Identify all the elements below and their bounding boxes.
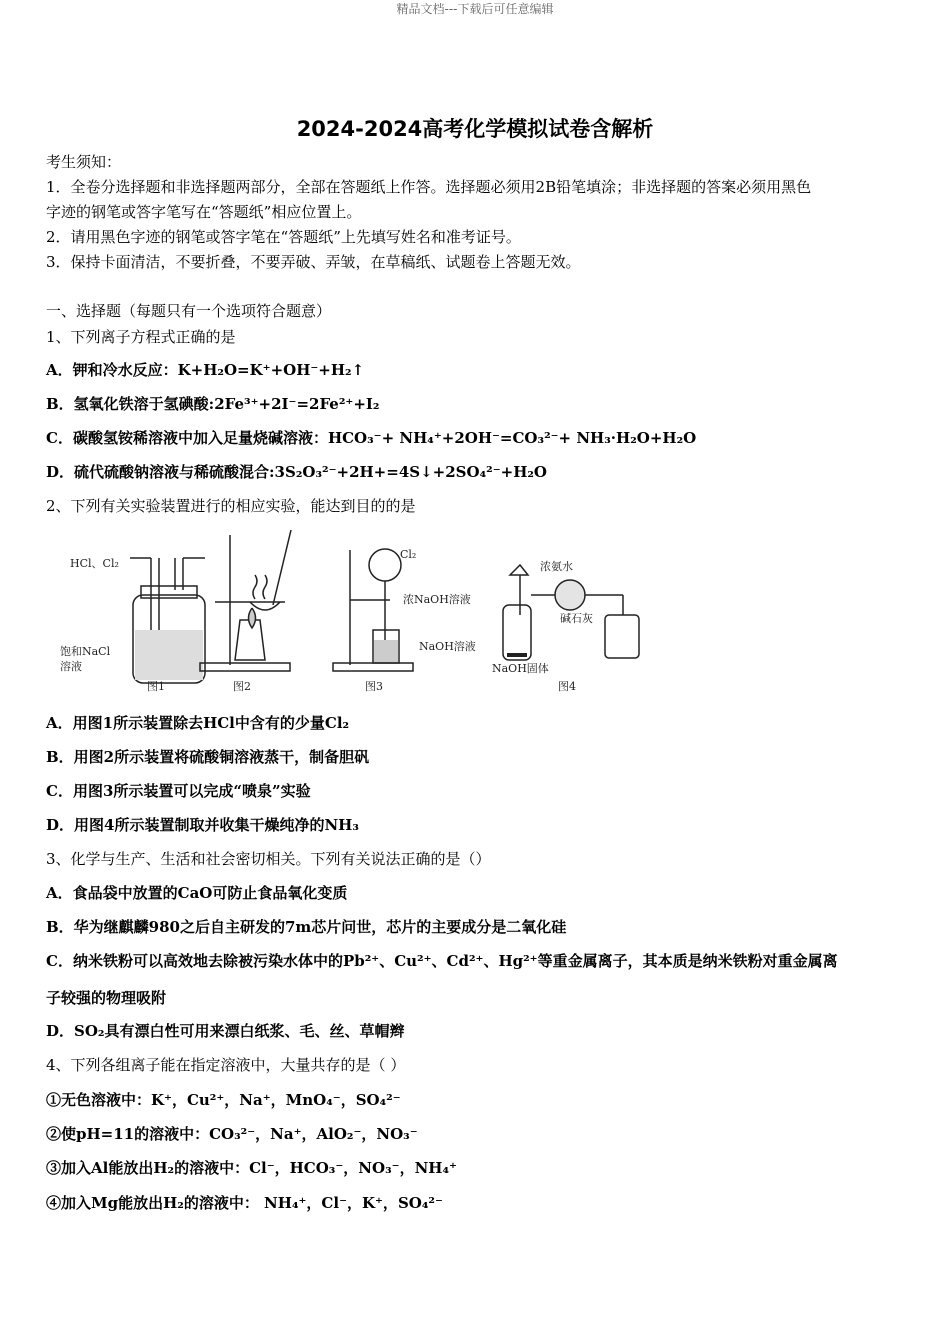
- q1-option-a: A．钾和冷水反应：K+H₂O=K⁺+OH⁻+H₂↑: [46, 361, 365, 379]
- q4-item-1: ①无色溶液中：K⁺，Cu²⁺，Na⁺，MnO₄⁻，SO₄²⁻: [46, 1091, 401, 1109]
- notice-heading: 考生须知：: [46, 153, 122, 171]
- q3-stem: 3、化学与生产、生活和社会密切相关。下列有关说法正确的是（）: [46, 850, 491, 868]
- figure-3-label-concentrated-naoh: 浓NaOH溶液: [403, 593, 471, 606]
- section-heading: 一、选择题（每题只有一个选项符合题意）: [46, 302, 332, 320]
- figure-4-label-naoh-solid: NaOH固体: [492, 662, 549, 675]
- figure-1-caption: 图1: [147, 680, 165, 693]
- q2-option-c: C．用图3所示装置可以完成“喷泉”实验: [46, 782, 311, 800]
- q1-option-c: C．碳酸氢铵稀溶液中加入足量烧碱溶液：HCO₃⁻+ NH₄⁺+2OH⁻=CO₃²⁻+ NH₃·H₂O+H₂O: [46, 429, 697, 447]
- figure-3-fountain-setup: [333, 549, 413, 671]
- figure-3-gas-label: Cl₂: [400, 548, 417, 561]
- q2-stem: 2、下列有关实验装置进行的相应实验，能达到目的的是: [46, 497, 416, 515]
- notice-item-1b: 字迹的钢笔或答字笔写在“答题纸”相应位置上。: [46, 203, 362, 221]
- q4-item-3: ③加入Al能放出H₂的溶液中：Cl⁻，HCO₃⁻，NO₃⁻，NH₄⁺: [46, 1159, 457, 1177]
- q3-option-c-line2: 子较强的物理吸附: [46, 989, 167, 1007]
- figure-2-caption: 图2: [233, 680, 251, 693]
- q4-item-2: ②使pH=11的溶液中：CO₃²⁻，Na⁺，AlO₂⁻，NO₃⁻: [46, 1125, 418, 1143]
- q2-option-a: A．用图1所示装置除去HCl中含有的少量Cl₂: [46, 714, 350, 732]
- q1-option-b: B．氢氧化铁溶于氢碘酸:2Fe³⁺+2I⁻=2Fe²⁺+I₂: [46, 395, 380, 413]
- q4-stem: 4、下列各组离子能在指定溶液中，大量共存的是（ ）: [46, 1056, 406, 1074]
- figure-1-wash-bottle: [130, 558, 205, 683]
- figure-1-liquid-label: 饱和NaCl: [60, 645, 111, 658]
- q1-option-d: D．硫代硫酸钠溶液与稀硫酸混合:3S₂O₃²⁻+2H+=4S↓+2SO₄²⁻+H₂O: [46, 463, 548, 481]
- figure-4-label-soda-lime: 碱石灰: [560, 612, 593, 625]
- apparatus-figure: [55, 530, 665, 700]
- q3-option-c-line1: C．纳米铁粉可以高效地去除被污染水体中的Pb²⁺、Cu²⁺、Cd²⁺、Hg²⁺等重金属离子，其本质是纳米铁粉对重金属离: [46, 952, 838, 970]
- notice-item-2: 2．请用黑色字迹的钢笔或答字笔在“答题纸”上先填写姓名和准考证号。: [46, 228, 521, 246]
- figure-4-label-ammonia-water: 浓氨水: [540, 560, 573, 573]
- page-title: 2024-2024高考化学模拟试卷含解析: [296, 117, 654, 141]
- figure-3-caption: 图3: [365, 680, 383, 693]
- q3-option-d: D．SO₂具有漂白性可用来漂白纸浆、毛、丝、草帽辫: [46, 1022, 405, 1040]
- figure-3-label-naoh: NaOH溶液: [419, 640, 476, 653]
- q3-option-b: B．华为继麒麟980之后自主研发的7m芯片问世，芯片的主要成分是二氧化硅: [46, 918, 567, 936]
- q2-option-d: D．用图4所示装置制取并收集干燥纯净的NH₃: [46, 816, 359, 834]
- notice-item-3: 3．保持卡面清洁，不要折叠，不要弄破、弄皱，在草稿纸、试题卷上答题无效。: [46, 253, 581, 271]
- figure-2-evaporation-stand: [200, 530, 291, 671]
- q1-stem: 1、下列离子方程式正确的是: [46, 328, 236, 346]
- q4-item-4: ④加入Mg能放出H₂的溶液中： NH₄⁺，Cl⁻，K⁺，SO₄²⁻: [46, 1194, 443, 1212]
- figure-1-gas-label: HCl、Cl₂: [70, 557, 119, 570]
- page-header: 精品文档---下载后可任意编辑: [396, 2, 554, 16]
- q2-option-b: B．用图2所示装置将硫酸铜溶液蒸干，制备胆矾: [46, 748, 370, 766]
- notice-item-1a: 1．全卷分选择题和非选择题两部分，全部在答题纸上作答。选择题必须用2B铅笔填涂；非选择题的答案必须用黑色: [46, 178, 812, 196]
- figure-4-caption: 图4: [558, 680, 576, 693]
- q3-option-a: A．食品袋中放置的CaO可防止食品氧化变质: [46, 884, 348, 902]
- figure-1-liquid-label-2: 溶液: [60, 660, 82, 673]
